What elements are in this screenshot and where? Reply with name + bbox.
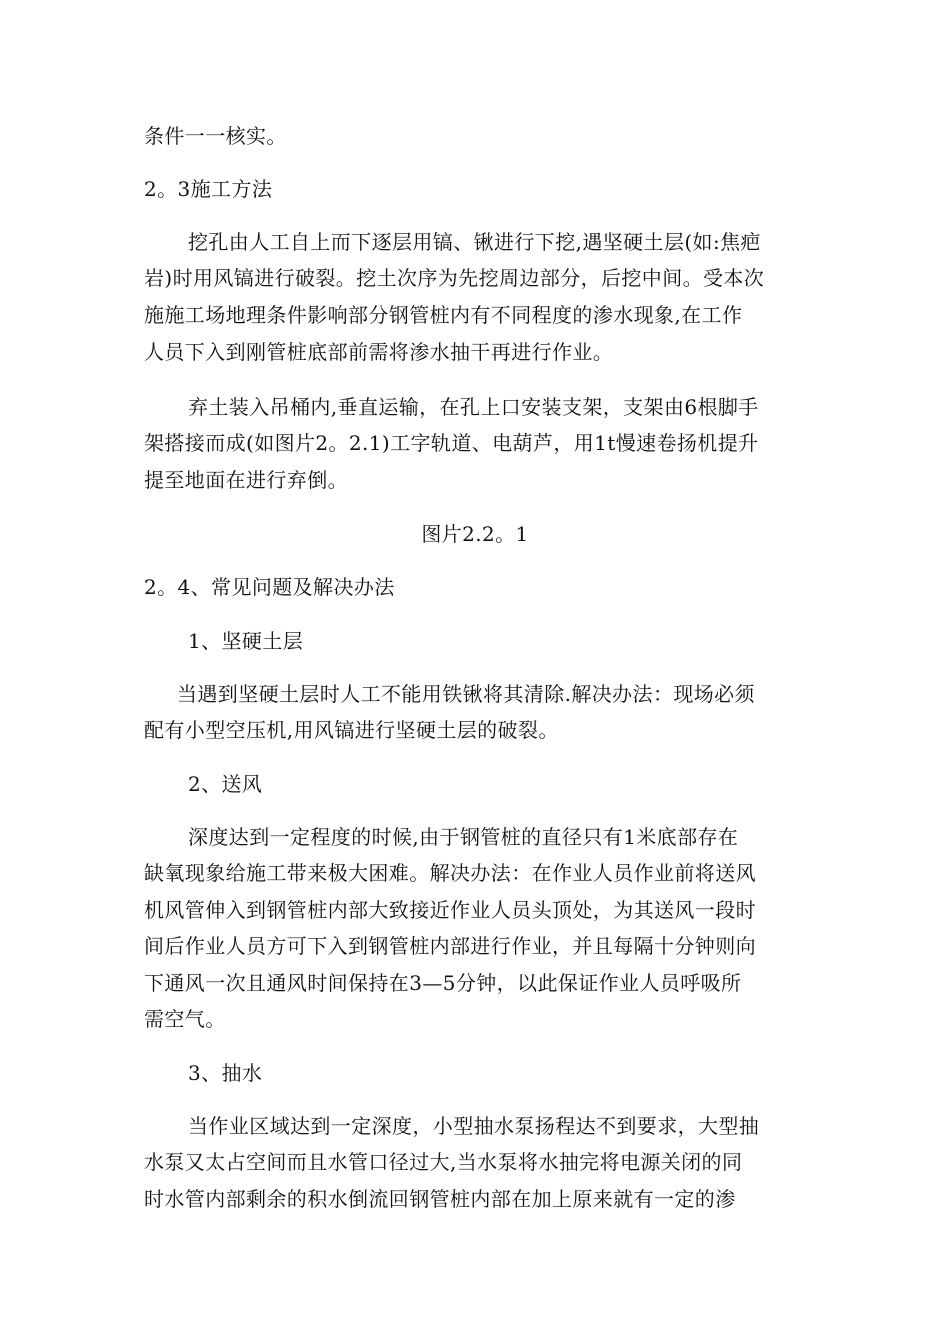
paragraph-line: 时水管内部剩余的积水倒流回钢管桩内部在加上原来就有一定的渗	[144, 1187, 736, 1211]
paragraph-line: 弃土装入吊桶内,垂直运输，在孔上口安装支架，支架由6根脚手	[188, 395, 759, 419]
paragraph-line: 水泵又太占空间而且水管口径过大,当水泵将水抽完将电源关闭的同	[144, 1150, 743, 1174]
paragraph-line: 需空气。	[144, 1007, 226, 1031]
paragraph-line: 提至地面在进行弃倒。	[144, 468, 348, 492]
paragraph-line: 当遇到坚硬土层时人工不能用铁锹将其清除.解决办法：现场必须	[177, 682, 755, 706]
figure-caption: 图片2.2。1	[421, 522, 529, 546]
paragraph-line: 架搭接而成(如图片2。2.1)工字轨道、电葫芦，用1t慢速卷扬机提升	[144, 431, 759, 455]
paragraph-line: 条件一一核实。	[144, 124, 287, 148]
paragraph-line: 深度达到一定程度的时候,由于钢管桩的直径只有1米底部存在	[188, 825, 739, 849]
paragraph-line: 人员下入到刚管桩底部前需将渗水抽干再进行作业。	[144, 340, 614, 364]
paragraph-line: 缺氧现象给施工带来极大困难。解决办法：在作业人员作业前将送风	[144, 861, 756, 885]
paragraph-line: 当作业区域达到一定深度，小型抽水泵扬程达不到要求，大型抽	[188, 1114, 760, 1138]
section-heading: 2。3施工方法	[144, 177, 273, 201]
paragraph-line: 挖孔由人工自上而下逐层用镐、锹进行下挖,遇坚硬土层(如:焦疤	[188, 230, 761, 254]
paragraph-line: 施施工场地理条件影响部分钢管桩内有不同程度的渗水现象,在工作	[144, 303, 743, 327]
paragraph-line: 间后作业人员方可下入到钢管桩内部进行作业，并且每隔十分钟则向	[144, 934, 756, 958]
subsection-heading: 1、坚硬土层	[188, 629, 304, 653]
section-heading: 2。4、常见问题及解决办法	[144, 575, 395, 599]
paragraph-line: 配有小型空压机,用风镐进行坚硬土层的破裂。	[144, 718, 559, 742]
subsection-heading: 3、抽水	[188, 1061, 263, 1085]
paragraph-line: 下通风一次且通风时间保持在3—5分钟，以此保证作业人员呼吸所	[144, 971, 742, 995]
subsection-heading: 2、送风	[188, 772, 263, 796]
paragraph-line: 机风管伸入到钢管桩内部大致接近作业人员头顶处，为其送风一段时	[144, 898, 756, 922]
paragraph-line: 岩)时用风镐进行破裂。挖土次序为先挖周边部分，后挖中间。受本次	[144, 266, 765, 290]
